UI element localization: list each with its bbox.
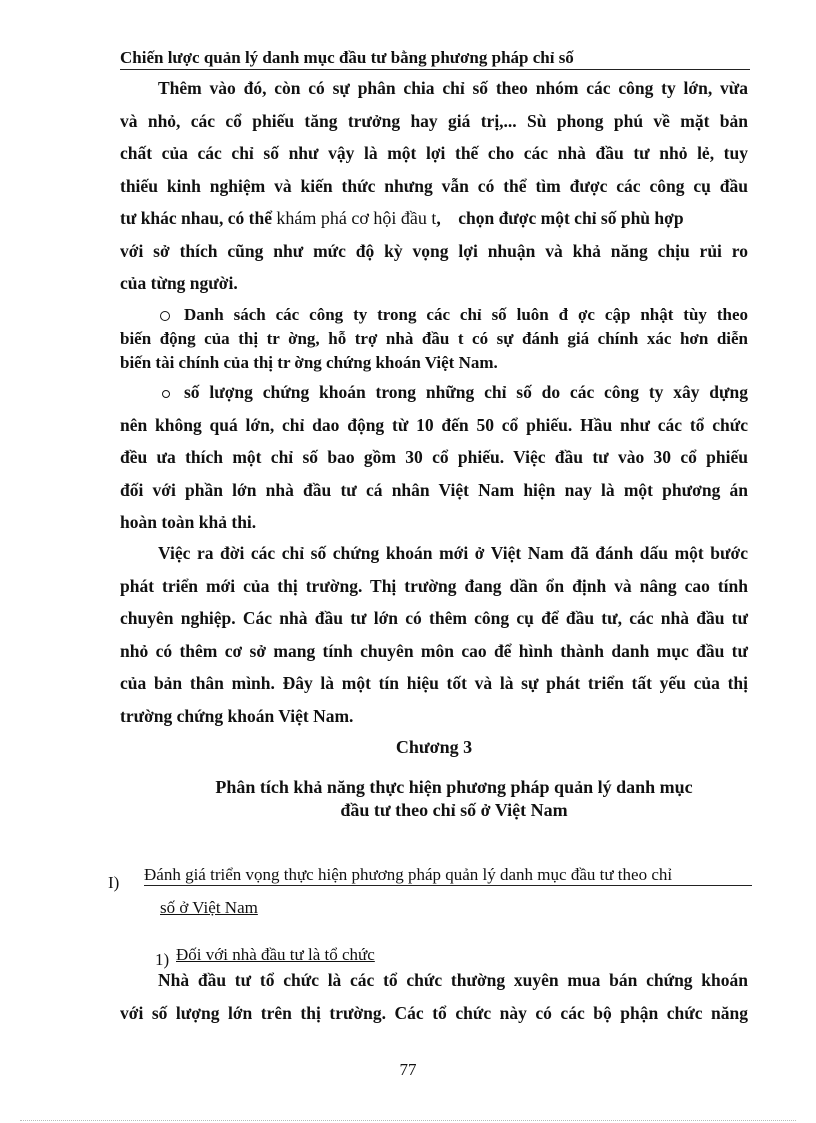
text-line: số lượng chứng khoán trong những chỉ số do các công ty xây dựng xyxy=(184,382,748,402)
paragraph-3 xyxy=(120,964,748,1029)
text-line: Việc ra đời các chỉ số chứng khoán mới ở Việt Nam đã đánh dấu một bước xyxy=(158,543,748,563)
text-line: với số lượng lớn trên thị trường. Các tổ chức này có các bộ phận chức năng xyxy=(120,1002,748,1023)
chapter-title-line-2: đầu tư theo chỉ số ở Việt Nam xyxy=(340,800,568,820)
text-line: của bản thân mình. Đây là một tín hiệu tốt và là sự phát triển tất yếu của thị xyxy=(120,673,748,693)
text-line: thiếu kinh nghiệm và kiến thức nhưng vẫn có thể tìm được các công cụ đầu xyxy=(120,175,748,196)
section-title-line-2: số ở Việt Nam xyxy=(160,898,258,917)
text-line: chuyên nghiệp. Các nhà đầu tư lớn có thêm công cụ để đầu tư, các nhà đầu tư xyxy=(120,608,748,628)
text-line: của từng người. xyxy=(120,273,238,293)
text-line: đều ưa thích một chỉ số bao gồm 30 cổ phiếu. Việc đầu tư vào 30 cổ phiếu xyxy=(120,447,748,467)
text-line: hoàn toàn khả thi. xyxy=(120,512,257,532)
text-line: phát triển mới của thị trường. Thị trường đang dần ổn định và nâng cao tính xyxy=(120,575,748,596)
text-line: trường chứng khoán Việt Nam. xyxy=(120,705,354,726)
running-header: Chiến lược quản lý danh mục đầu tư bằng phương pháp chỉ số xyxy=(120,48,750,70)
bullet-item-1 xyxy=(120,303,748,375)
text-line: Thêm vào đó, còn có sự phân chia chỉ số theo nhóm các công ty lớn, vừa xyxy=(158,78,748,98)
text-line: nhỏ có thêm cơ sở mang tính chuyên môn cao để hình thành danh mục đầu tư xyxy=(120,640,748,661)
text-line: với sở thích cũng như mức độ kỳ vọng lợi nhuận và khả năng chịu rủi ro xyxy=(120,240,748,261)
page-footer-divider xyxy=(20,1120,796,1121)
text-fragment: tư khác nhau, có thể xyxy=(120,208,272,228)
subsection-number: 1) xyxy=(155,950,170,969)
page-number: 77 xyxy=(399,1060,417,1079)
text-line: biến động của thị tr ờng, hỗ trợ nhà đầu t có sự đánh giá chính xác hơn diễn xyxy=(120,329,748,348)
subsection-title: Đối với nhà đầu tư là tổ chức xyxy=(176,945,375,964)
text-line: và nhỏ, các cổ phiếu tăng trưởng hay giá trị,... Sù phong phú về mặt bản xyxy=(120,110,748,131)
section-title-line-1: Đánh giá triển vọng thực hiện phương pháp quản lý danh mục đầu tư theo chỉ xyxy=(144,865,752,886)
bullet-item-2 xyxy=(120,376,748,539)
text-line: đối với phần lớn nhà đầu tư cá nhân Việt Nam hiện nay là một phương án xyxy=(120,479,748,500)
text-line: tư khác nhau, có thể khám phá cơ hội đầu t, chọn được một chỉ số phù hợp xyxy=(120,208,684,228)
circle-bullet-icon xyxy=(162,390,170,398)
text-line: Nhà đầu tư tổ chức là các tổ chức thường xuyên mua bán chứng khoán xyxy=(158,970,748,990)
paragraph-1 xyxy=(120,72,748,300)
paragraph-2 xyxy=(120,537,748,732)
text-fragment: khám phá cơ hội đầu t xyxy=(276,208,437,228)
chapter-heading: Chương 3 xyxy=(395,737,473,757)
text-line: biến tài chính của thị tr ờng chứng khoán Việt Nam. xyxy=(120,353,498,372)
text-fragment: chọn được một chỉ số phù hợp xyxy=(458,208,684,228)
circle-bullet-icon xyxy=(160,311,170,321)
text-line: nên không quá lớn, chỉ dao động từ 10 đến 50 cổ phiếu. Hầu như các tổ chức xyxy=(120,414,748,435)
text-line: chất của các chỉ số như vậy là một lợi thế cho các nhà đầu tư nhỏ lẻ, tuy xyxy=(120,143,748,163)
section-number: I) xyxy=(108,873,120,892)
chapter-title-line-1: Phân tích khả năng thực hiện phương pháp quản lý danh mục xyxy=(215,777,693,797)
text-line: Danh sách các công ty trong các chỉ số luôn đ ợc cập nhật tùy theo xyxy=(184,305,748,324)
